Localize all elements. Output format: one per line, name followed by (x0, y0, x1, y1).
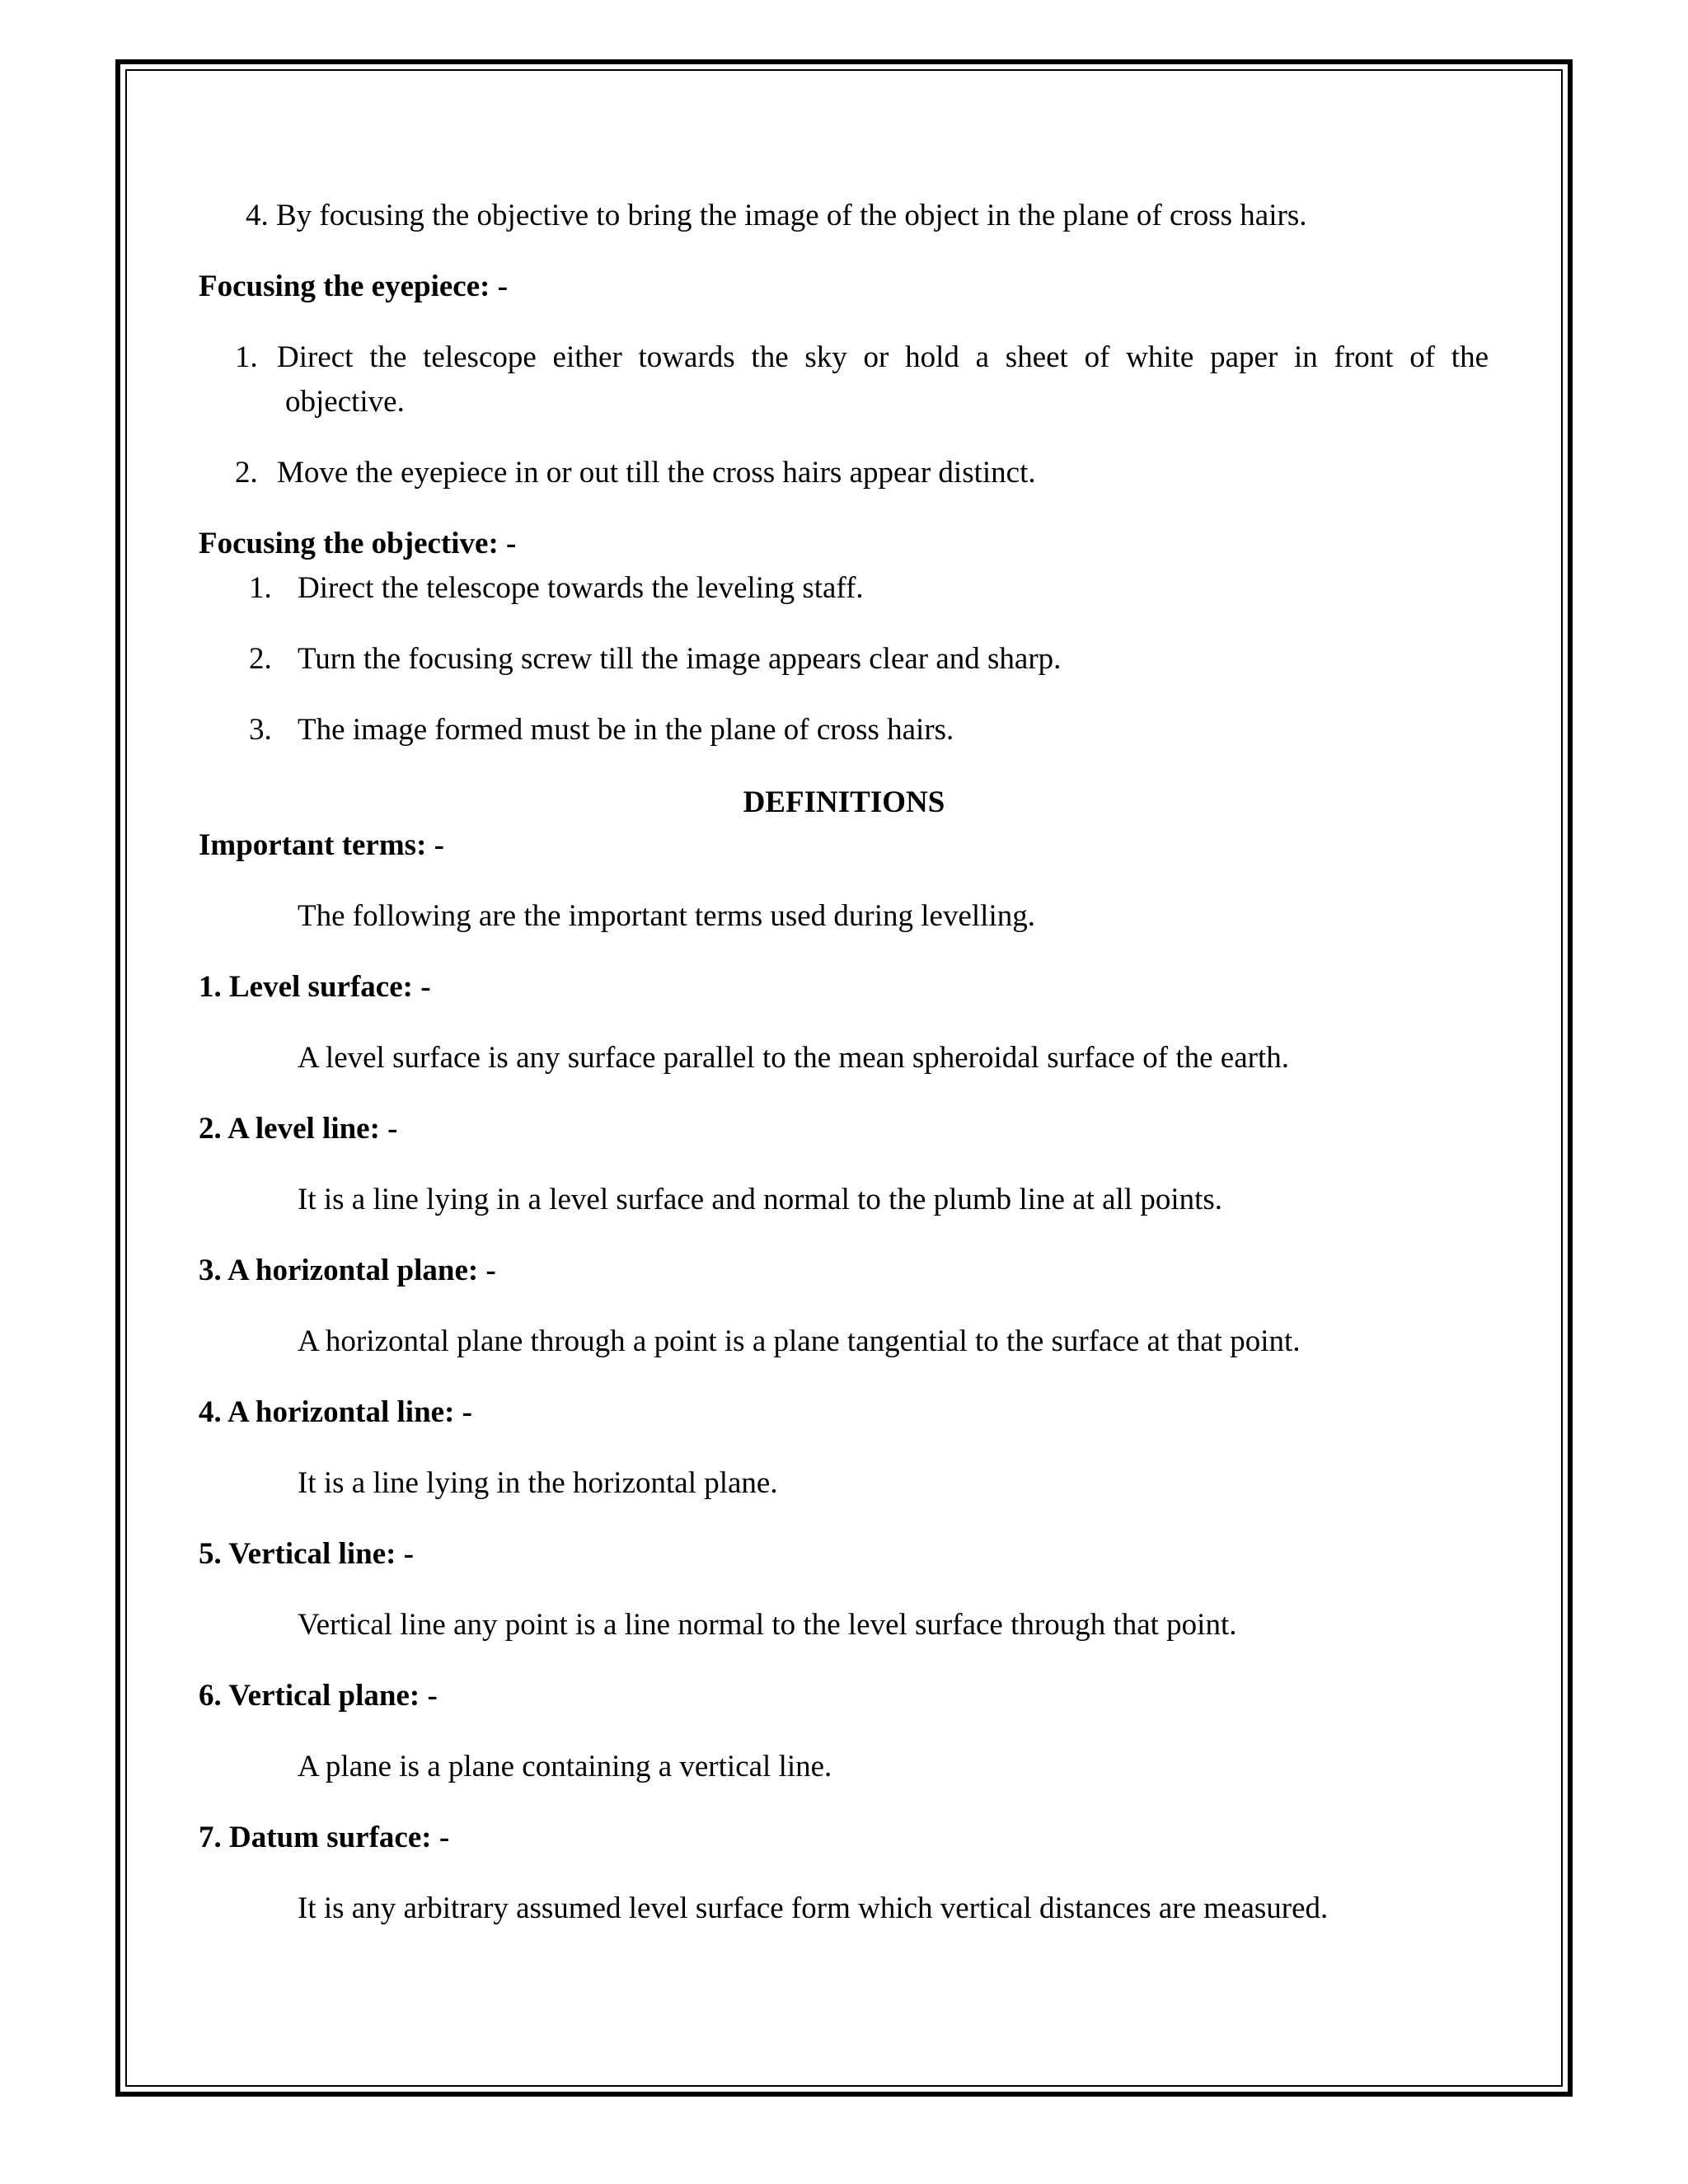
term-5-text: Vertical line any point is a line normal to the level surface through that point. (298, 1608, 1237, 1642)
eyepiece-item-1-line2: objective. (285, 385, 405, 419)
term-7-heading: 7. Datum surface: - (199, 1821, 450, 1854)
term-1-text: A level surface is any surface parallel to the mean spheroidal surface of the earth. (298, 1041, 1289, 1075)
term-5-heading: 5. Vertical line: - (199, 1537, 415, 1571)
objective-heading: Focusing the objective: - (199, 527, 517, 560)
eyepiece-item-1-line1: Direct the telescope either towards the sky or hold a sheet of white paper in front of the (277, 340, 1489, 374)
step-4-text: 4. By focusing the objective to bring the image of the object in the plane of cross hairs. (246, 199, 1307, 232)
term-2-heading: 2. A level line: - (199, 1112, 398, 1146)
definitions-title: DEFINITIONS (743, 785, 945, 819)
term-6-text: A plane is a plane containing a vertical line. (298, 1750, 832, 1783)
objective-item-1-num: 1. (249, 571, 272, 605)
objective-item-2-num: 2. (249, 642, 272, 676)
eyepiece-heading: Focusing the eyepiece: - (199, 269, 509, 303)
objective-item-3-num: 3. (249, 713, 272, 747)
important-terms-intro: The following are the important terms used during levelling. (298, 899, 1035, 933)
objective-item-3-text: The image formed must be in the plane of cross hairs. (298, 713, 954, 747)
term-1-heading: 1. Level surface: - (199, 970, 431, 1004)
eyepiece-item-2-num: 2. (235, 456, 258, 490)
term-3-text: A horizontal plane through a point is a plane tangential to the surface at that point. (298, 1324, 1301, 1358)
term-4-heading: 4. A horizontal line: - (199, 1395, 472, 1429)
term-6-heading: 6. Vertical plane: - (199, 1679, 438, 1713)
objective-item-1-text: Direct the telescope towards the leveling staff. (298, 571, 864, 605)
eyepiece-item-1-num: 1. (235, 340, 258, 374)
term-4-text: It is a line lying in the horizontal plane. (298, 1466, 778, 1500)
term-2-text: It is a line lying in a level surface and normal to the plumb line at all points. (298, 1183, 1223, 1216)
term-3-heading: 3. A horizontal plane: - (199, 1254, 496, 1287)
important-terms-heading: Important terms: - (199, 828, 444, 862)
objective-item-2-text: Turn the focusing screw till the image appears clear and sharp. (298, 642, 1062, 676)
term-7-text: It is any arbitrary assumed level surface form which vertical distances are measured. (298, 1891, 1329, 1925)
eyepiece-item-2-text: Move the eyepiece in or out till the cross hairs appear distinct. (277, 456, 1036, 490)
